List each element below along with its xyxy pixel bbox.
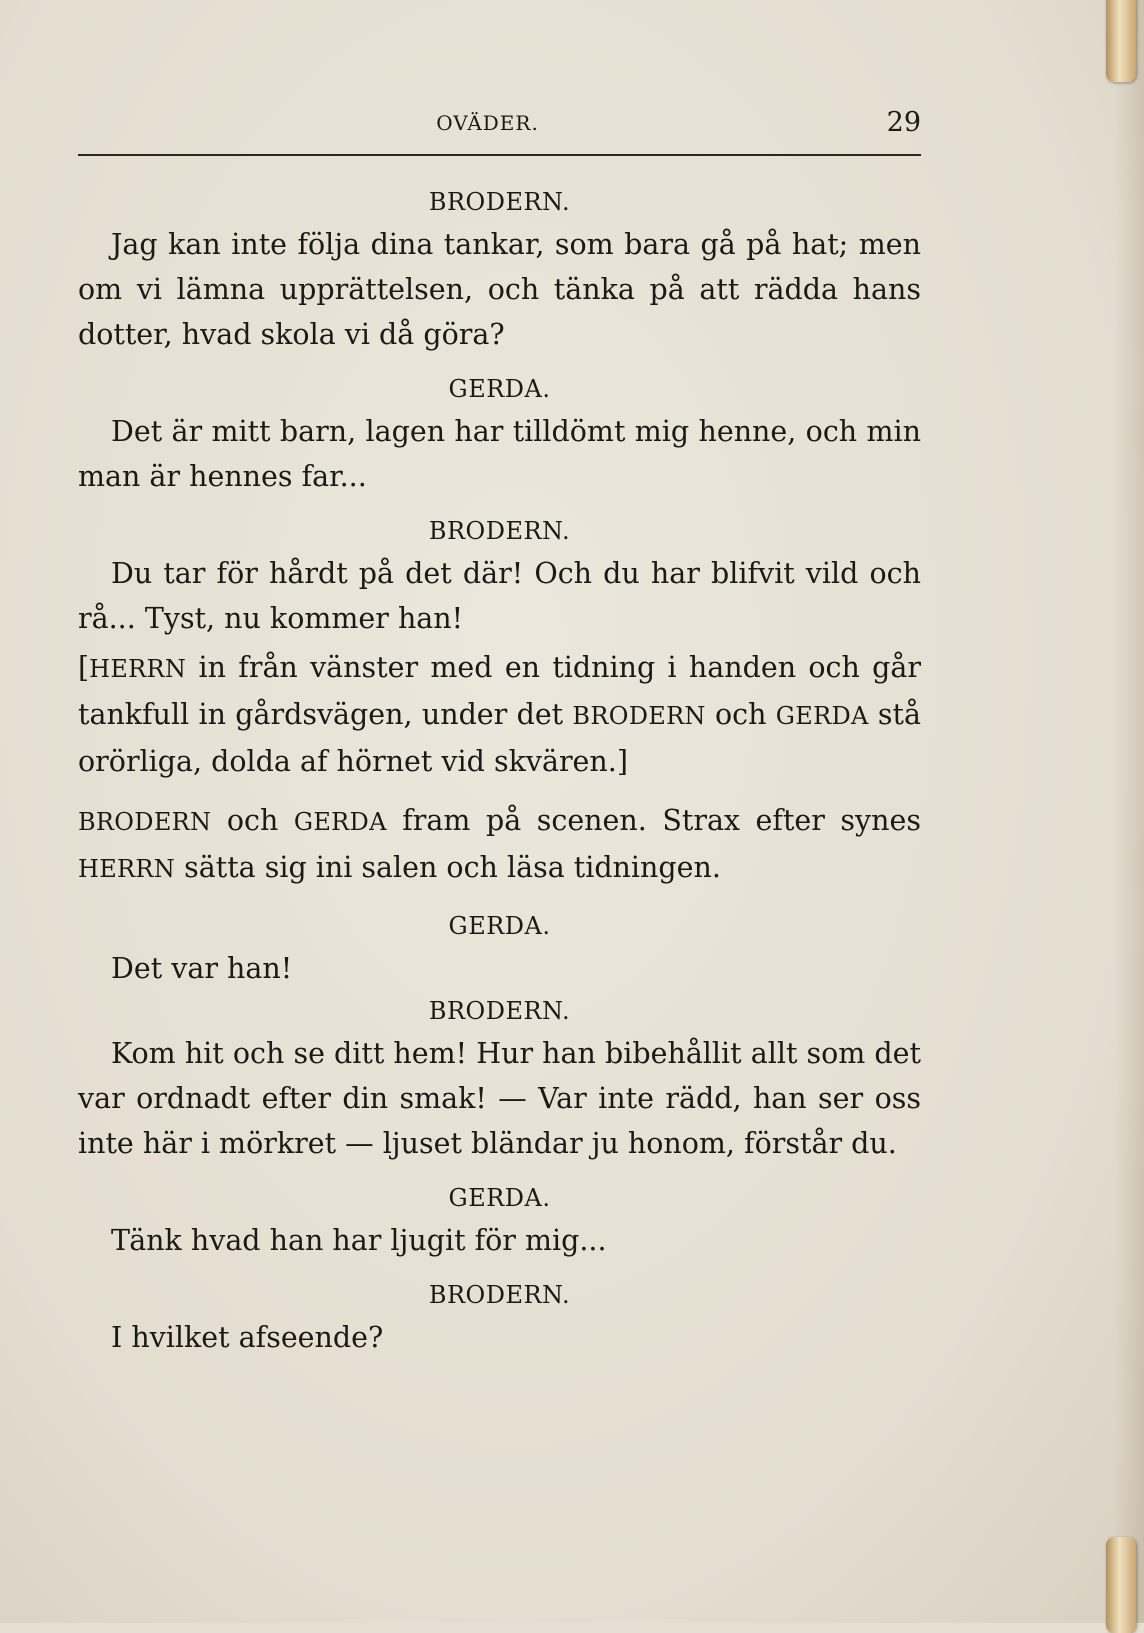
character-name: GERDA <box>775 702 869 730</box>
speaker-label: GERDA. <box>448 375 551 403</box>
direction-text: fram på scenen. Strax efter synes <box>386 804 921 837</box>
bracket: [ <box>78 651 90 684</box>
page-edge-shadow <box>1114 0 1144 1623</box>
speech-paragraph: I hvilket afseende? <box>111 1321 384 1354</box>
header-rule <box>78 154 921 156</box>
speaker-label: BRODERN. <box>428 517 571 545</box>
speaker-label: BRODERN. <box>428 997 571 1025</box>
character-name: HERRN <box>89 655 187 683</box>
running-header <box>78 105 921 145</box>
speech-paragraph: Det var han! <box>111 952 293 985</box>
stage-direction <box>78 798 921 892</box>
stage-direction <box>78 645 921 784</box>
direction-text: och <box>211 804 294 837</box>
speech-paragraph: Kom hit och se ditt hem! Hur han bibehållit allt som det var ordnadt efter din smak! — Var inte rädd, han ser oss inte här i mörkret — ljuset bländar ju honom, förstår du. <box>78 1037 921 1160</box>
speaker-label: GERDA. <box>448 912 551 940</box>
speech-paragraph: Tänk hvad han har ljugit för mig... <box>111 1224 607 1257</box>
page-body <box>78 182 921 1372</box>
direction-text: in från vänster med en tidning i handen och går tankfull in gårdsvägen, under det <box>78 651 921 731</box>
page-number: 29 <box>886 107 921 138</box>
character-name: HERRN <box>78 855 176 883</box>
page-tab-bottom <box>1106 1537 1136 1633</box>
direction-text: sätta sig ini salen och läsa tidningen. <box>175 851 721 884</box>
speaker-label: GERDA. <box>448 1184 551 1212</box>
speech-paragraph: Du tar för hårdt på det där! Och du har blifvit vild och rå... Tyst, nu kommer han! <box>78 557 921 635</box>
running-title: OVÄDER. <box>436 111 539 135</box>
speech-paragraph: Det är mitt barn, lagen har tilldömt mig henne, och min man är hennes far... <box>78 415 921 493</box>
speaker-label: BRODERN. <box>428 1281 571 1309</box>
character-name: BRODERN <box>572 702 706 730</box>
page-tab-top <box>1106 0 1136 82</box>
speech-paragraph: Jag kan inte följa dina tankar, som bara gå på hat; men om vi lämna upprättelsen, och tänka på att rädda hans dotter, hvad skola vi då göra? <box>78 228 921 351</box>
character-name: GERDA <box>293 808 387 836</box>
speaker-label: BRODERN. <box>428 188 571 216</box>
direction-text: stå orörliga, dolda af hörnet vid skvären.] <box>78 698 921 778</box>
direction-text: och <box>705 698 776 731</box>
character-name: BRODERN <box>78 808 212 836</box>
